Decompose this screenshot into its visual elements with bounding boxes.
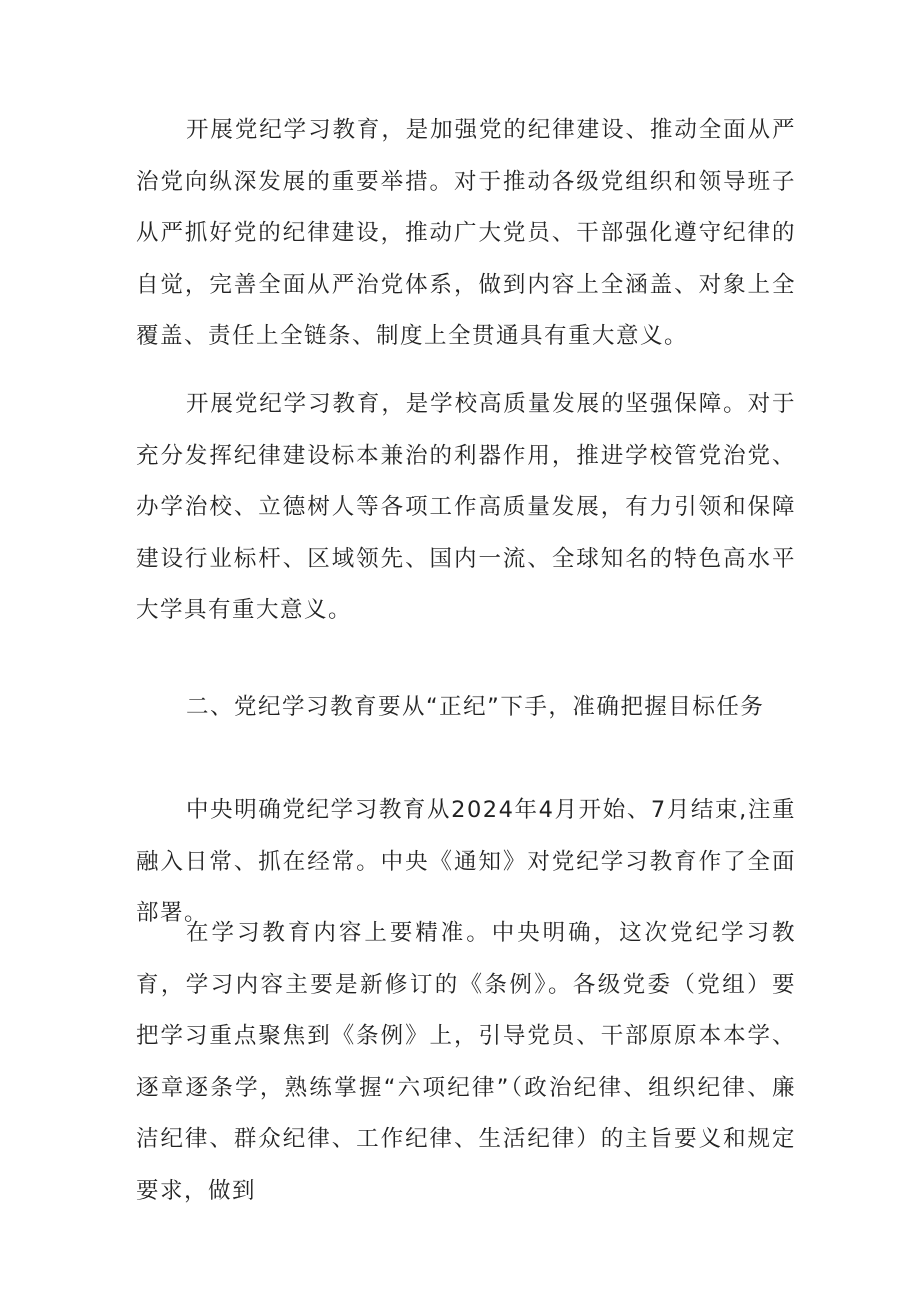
paragraph-4: 在学习教育内容上要精准。中央明确，这次党纪学习教育，学习内容主要是新修订的《条例》。各级党委（党组）要把学习重点聚焦到《条例》上，引导党员、干部原原本本学、逐章逐条学，熟练掌握“六项纪律”（政治纪律、组织纪律、廉洁纪律、群众纪律、工作纪律、生活纪律）的主旨要义和规定要求，做到 — [136, 920, 796, 1204]
paragraph-3: 中央明确党纪学习教育从2024年4月开始、7月结束,注重融入日常、抓在经常。中央《通知》对党纪学习教育作了全面部署。 — [136, 797, 796, 926]
paragraph-1: 开展党纪学习教育，是加强党的纪律建设、推动全面从严治党向纵深发展的重要举措。对于推动各级党组织和领导班子从严抓好党的纪律建设，推动广大党员、干部强化遵守纪律的自觉，完善全面从严治党体系，做到内容上全涵盖、对象上全覆盖、责任上全链条、制度上全贯通具有重大意义。 — [136, 117, 796, 349]
paragraph-2: 开展党纪学习教育，是学校高质量发展的坚强保障。对于充分发挥纪律建设标本兼治的利器作用，推进学校管党治党、办学治校、立德树人等各项工作高质量发展，有力引领和保障建设行业标杆、区域领先、国内一流、全球知名的特色高水平大学具有重大意义。 — [136, 391, 796, 623]
section-heading: 二、党纪学习教育要从“正纪”下手，准确把握目标任务 — [186, 694, 765, 720]
